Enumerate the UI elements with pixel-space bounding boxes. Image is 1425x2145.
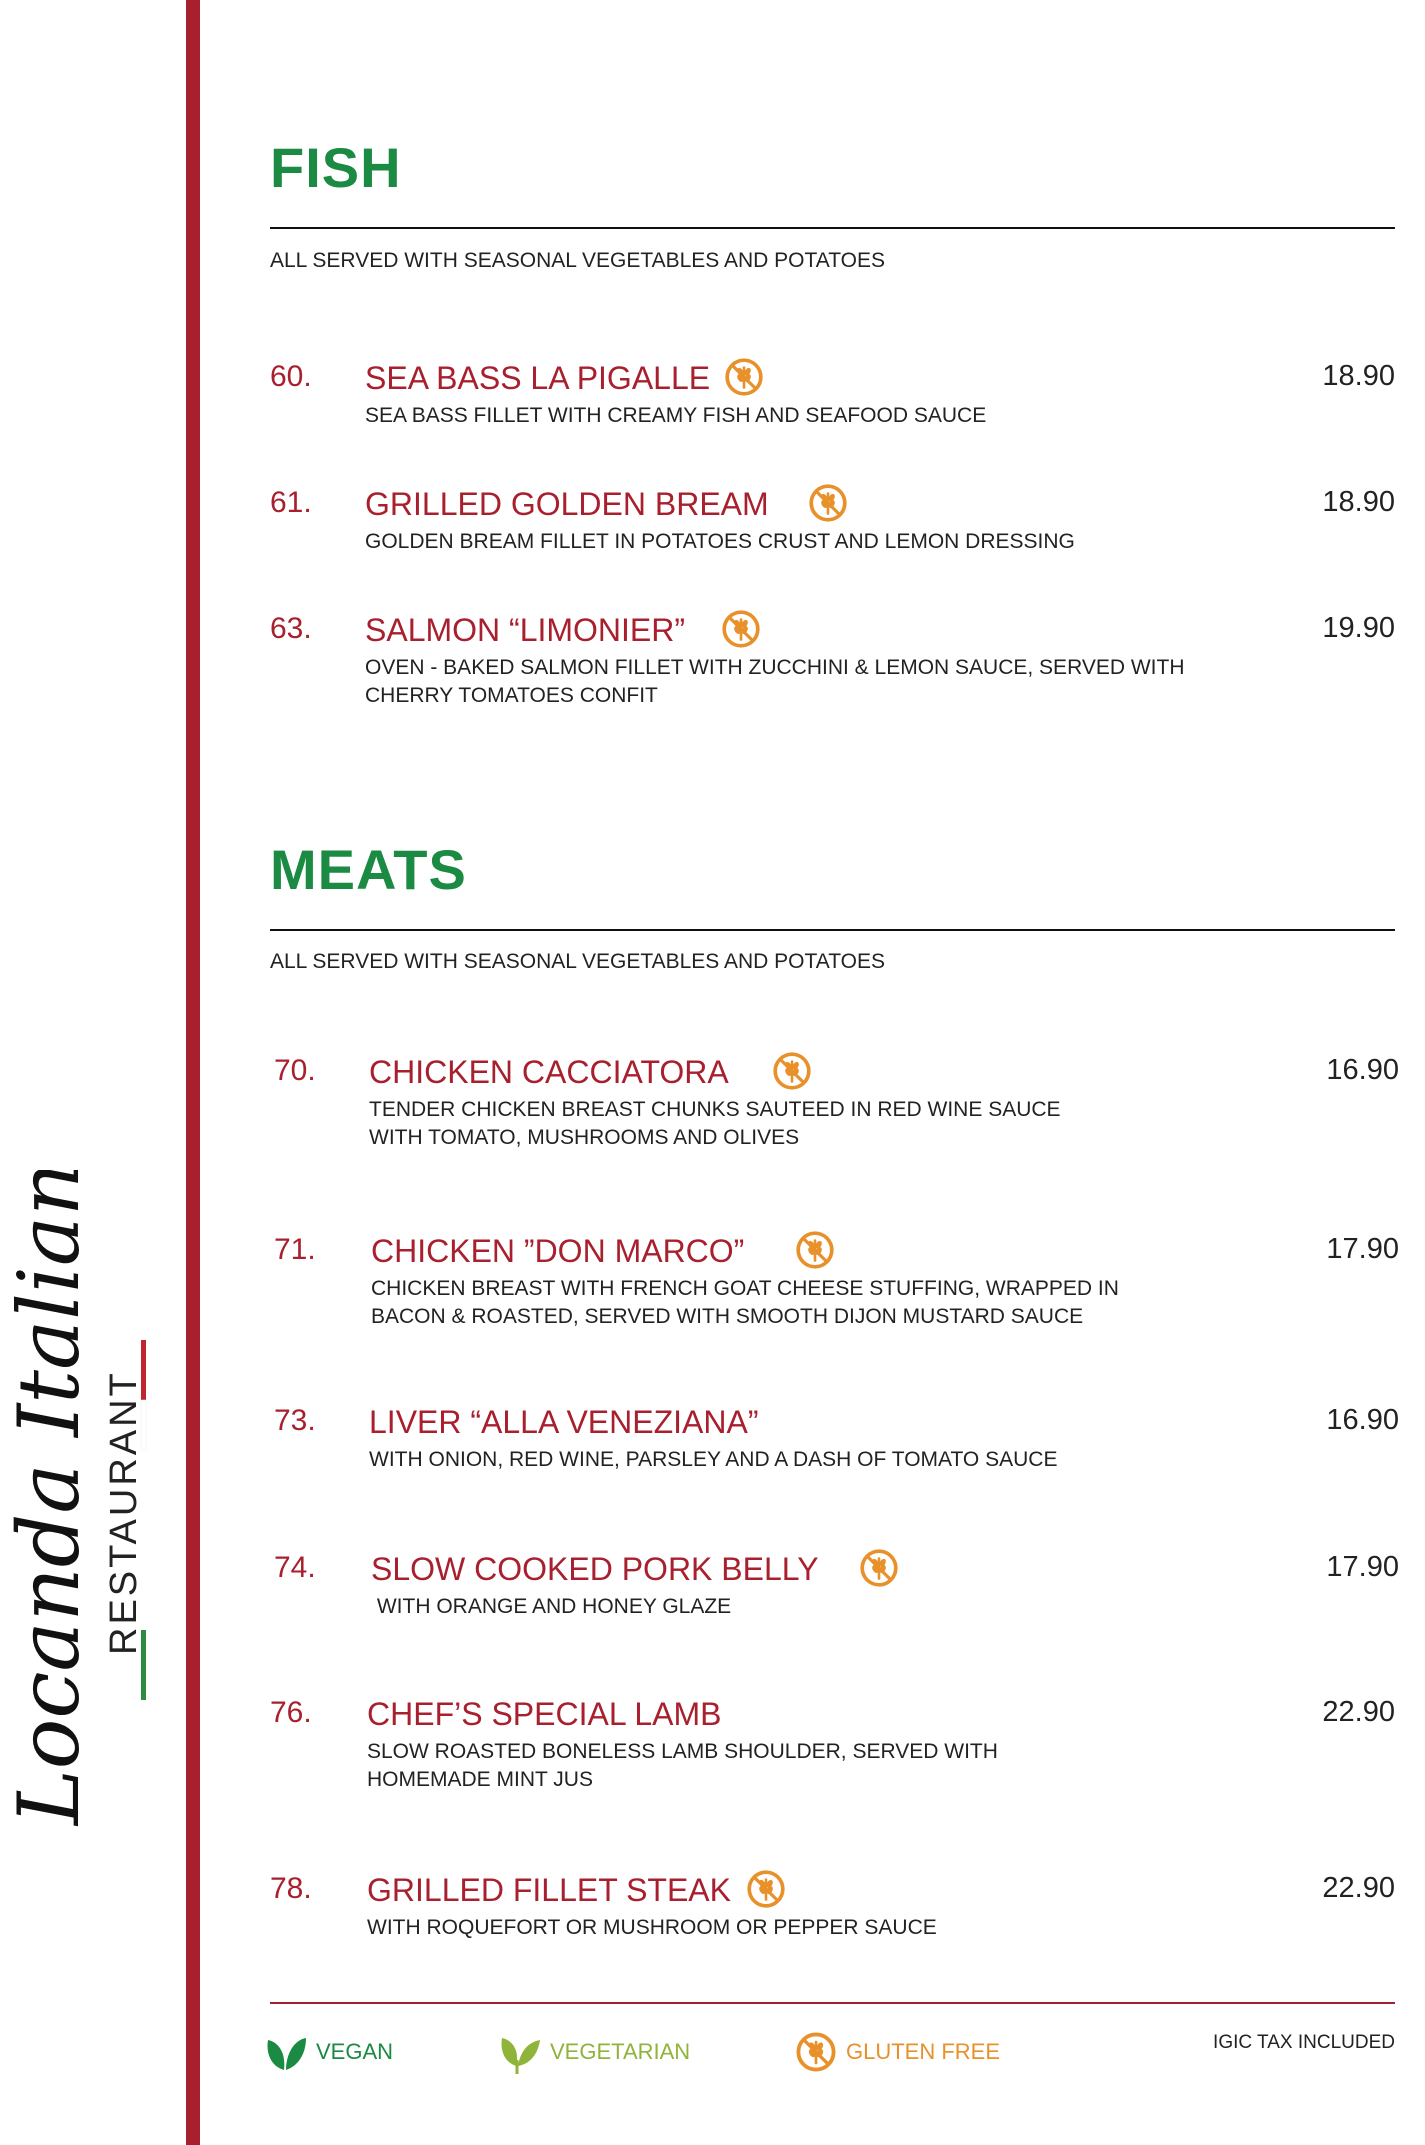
item-number: 73. — [274, 1404, 316, 1437]
item-name: CHEF’S SPECIAL LAMB — [367, 1696, 722, 1732]
gluten-free-icon — [858, 1547, 900, 1589]
item-name: SALMON “LIMONIER” — [365, 612, 686, 648]
item-description: WITH ROQUEFORT OR MUSHROOM OR PEPPER SAUCE — [367, 1916, 937, 1939]
item-name: CHICKEN ”DON MARCO” — [371, 1233, 745, 1269]
item-price: 22.90 — [1322, 1872, 1395, 1904]
brand-script-text: Locanda Italiana — [0, 1170, 98, 1825]
section-subtitle-fish: ALL SERVED WITH SEASONAL VEGETABLES AND POTATOES — [270, 249, 886, 272]
legend-gluten-free — [794, 2030, 1000, 2074]
tax-note: IGIC TAX INCLUDED — [1213, 2032, 1395, 2053]
gluten-free-icon — [771, 1050, 813, 1092]
gluten-free-icon — [720, 608, 762, 650]
item-price: 17.90 — [1326, 1551, 1399, 1583]
divider — [270, 929, 1395, 931]
item-description: WITH ONION, RED WINE, PARSLEY AND A DASH OF TOMATO SAUCE — [369, 1448, 1058, 1471]
vegetarian-leaf-icon — [498, 2030, 542, 2074]
item-number: 70. — [274, 1054, 316, 1087]
item-description: SLOW ROASTED BONELESS LAMB SHOULDER, SERVED WITH HOMEMADE MINT JUS — [367, 1740, 998, 1791]
item-description: GOLDEN BREAM FILLET IN POTATOES CRUST AND LEMON DRESSING — [365, 530, 1075, 553]
item-description: SEA BASS FILLET WITH CREAMY FISH AND SEAFOOD SAUCE — [365, 404, 987, 427]
item-description: WITH ORANGE AND HONEY GLAZE — [371, 1595, 732, 1618]
item-price: 16.90 — [1326, 1404, 1399, 1436]
item-name: SEA BASS LA PIGALLE — [365, 360, 711, 396]
item-description: CHICKEN BREAST WITH FRENCH GOAT CHEESE STUFFING, WRAPPED IN BACON & ROASTED, SERVED WITH SMOOTH DIJON MUSTARD SAUCE — [371, 1277, 1119, 1328]
section-title-fish: FISH — [270, 136, 402, 199]
section-title-meats: MEATS — [270, 838, 467, 901]
item-price: 18.90 — [1322, 486, 1395, 518]
legend-label: GLUTEN FREE — [846, 2039, 1001, 2064]
item-number: 63. — [270, 612, 312, 645]
dietary-legend — [264, 2030, 1395, 2080]
item-name: LIVER “ALLA VENEZIANA” — [369, 1404, 759, 1440]
item-number: 60. — [270, 360, 312, 393]
item-description: TENDER CHICKEN BREAST CHUNKS SAUTEED IN RED WINE SAUCE WITH TOMATO, MUSHROOMS AND OLIVES — [369, 1098, 1061, 1149]
section-subtitle-meats: ALL SERVED WITH SEASONAL VEGETABLES AND POTATOES — [270, 950, 886, 973]
item-price: 19.90 — [1322, 612, 1395, 644]
brand-sub-text: RESTAURANT — [103, 1370, 145, 1655]
item-name: GRILLED FILLET STEAK — [367, 1872, 731, 1908]
gluten-free-icon — [794, 1229, 836, 1271]
item-number: 61. — [270, 486, 312, 519]
legend-label: VEGAN — [316, 2039, 394, 2064]
gluten-free-icon — [807, 482, 849, 524]
gluten-free-icon — [745, 1868, 787, 1910]
vegan-leaf-icon — [264, 2030, 308, 2074]
item-number: 76. — [270, 1696, 312, 1729]
item-number: 71. — [274, 1233, 316, 1266]
gluten-free-icon — [723, 356, 765, 398]
item-price: 16.90 — [1326, 1054, 1399, 1086]
page-edge-bar — [186, 0, 200, 2145]
item-price: 22.90 — [1322, 1696, 1395, 1728]
item-name: CHICKEN CACCIATORA — [369, 1054, 729, 1090]
legend-vegan — [264, 2030, 393, 2074]
divider — [270, 227, 1395, 229]
item-name: GRILLED GOLDEN BREAM — [365, 486, 769, 522]
item-price: 17.90 — [1326, 1233, 1399, 1265]
footer-divider — [270, 2002, 1395, 2004]
item-number: 74. — [274, 1551, 316, 1584]
legend-label: VEGETARIAN — [550, 2039, 691, 2064]
brand-logo — [0, 1170, 180, 1830]
gluten-free-icon — [794, 2030, 838, 2074]
item-price: 18.90 — [1322, 360, 1395, 392]
legend-vegetarian — [498, 2030, 690, 2074]
item-name: SLOW COOKED PORK BELLY — [371, 1551, 819, 1587]
item-description: OVEN - BAKED SALMON FILLET WITH ZUCCHINI & LEMON SAUCE, SERVED WITH CHERRY TOMATOES CONFIT — [365, 656, 1185, 707]
item-number: 78. — [270, 1872, 312, 1905]
